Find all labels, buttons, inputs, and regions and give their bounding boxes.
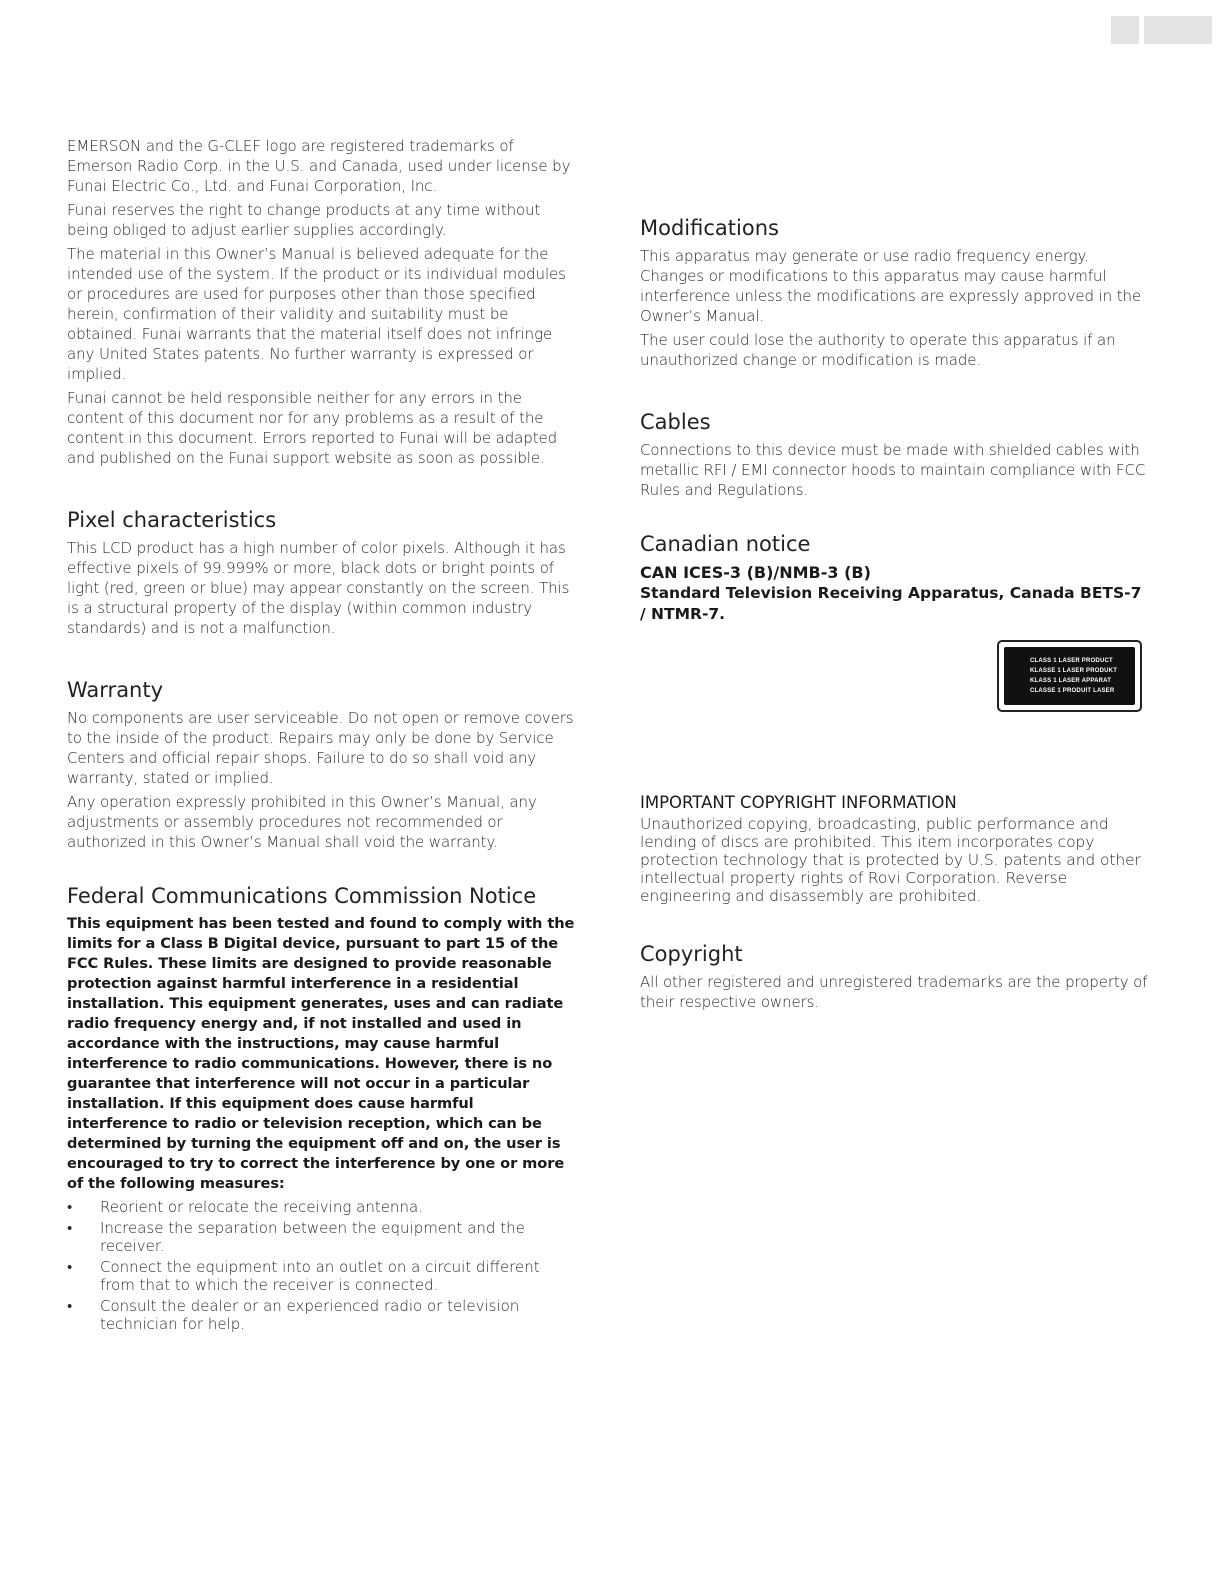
copyright-text: All other registered and unregistered trademarks are the property of their respective owners. — [640, 973, 1148, 1011]
copyright-info-section — [640, 792, 1150, 905]
left-column — [67, 136, 577, 1336]
copyright-info-heading: IMPORTANT COPYRIGHT INFORMATION — [640, 793, 957, 812]
copyright-section — [640, 940, 1150, 1012]
laser-label-line: KLASS 1 LASER APPARAT — [1030, 678, 1112, 684]
canadian-heading: Canadian notice — [640, 532, 811, 556]
cables-text: Connections to this device must be made with shielded cables with metallic RFI / EMI connector hoods to maintain compliance with FCC Rules and Regulations. — [640, 441, 1146, 499]
modifications-section — [640, 214, 1150, 370]
canadian-ices-line: CAN ICES-3 (B)/NMB-3 (B) — [640, 563, 871, 582]
modifications-paragraph: This apparatus may generate or use radio frequency energy. Changes or modifications to this apparatus may cause harmful interference unless the modifications are expressly approved in the Owner’s Manual. — [640, 247, 1142, 325]
laser-label-line: CLASSE 1 PRODUIT LASER — [1030, 688, 1115, 694]
pixel-section — [67, 506, 577, 638]
pixel-text: This LCD product has a high number of color pixels. Although it has effective pixels of 99.999% or more, black dots or bright points of light (red, green or blue) may appear constantly on the screen. This is a structural property of the display (within common industry standards) and is not a malfunction. — [67, 539, 570, 637]
page-tab-marker — [1111, 16, 1139, 44]
responsibility-paragraph: Funai cannot be held responsible neither for any errors in the content of this document nor for any problems as a result of the content in this document. Errors reported to Funai will be adapted and published on the Funai support website as soon as possible. — [67, 389, 558, 467]
right-column — [640, 214, 1150, 625]
canadian-section — [640, 530, 1150, 625]
copyright-heading: Copyright — [640, 942, 743, 966]
cables-section — [640, 408, 1150, 500]
manual-adequacy-paragraph: The material in this Owner’s Manual is believed adequate for the intended use of the system. If the product or its individual modules or procedures are used for purposes other than those specified herein, confirmation of their validity and suitability must be obtained. Funai warrants that the material itself does not infringe any United States patents. No further warranty is expressed or implied. — [67, 245, 566, 383]
copyright-info-text: Unauthorized copying, broadcasting, public performance and lending of discs are prohibited. This item incorporates copy protection technology that is protected by U.S. patents and other intellectual property rights of Rovi Corporation. Reverse engineering and disassembly are prohibited. — [640, 815, 1141, 905]
cables-heading: Cables — [640, 410, 711, 434]
fcc-measures-list — [67, 1198, 577, 1333]
list-item: • Increase the separation between the equipment and the receiver. — [67, 1219, 577, 1255]
pixel-heading: Pixel characteristics — [67, 508, 277, 532]
warranty-section — [67, 676, 577, 852]
laser-label-line: KLASSE 1 LASER PRODUKT — [1030, 668, 1118, 674]
canadian-bets-line: Standard Television Receiving Apparatus, Canada BETS-7 / NTMR-7. — [640, 584, 1142, 623]
warranty-heading: Warranty — [67, 678, 164, 702]
laser-label-line: CLASS 1 LASER PRODUCT — [1030, 658, 1113, 664]
trademark-paragraph: EMERSON and the G-CLEF logo are registered trademarks of Emerson Radio Corp. in the U.S. and Canada, used under license by Funai Electric Co., Ltd. and Funai Corporation, Inc. — [67, 137, 571, 195]
list-item: • Connect the equipment into an outlet on a circuit different from that to which the receiver is connected. — [67, 1258, 577, 1294]
warranty-paragraph: Any operation expressly prohibited in this Owner’s Manual, any adjustments or assembly procedures not recommended or authorized in this Owner’s Manual shall void the warranty. — [67, 793, 537, 851]
change-rights-paragraph: Funai reserves the right to change products at any time without being obliged to adjust earlier supplies accordingly. — [67, 201, 541, 239]
laser-product-label — [997, 640, 1142, 712]
warranty-paragraph: No components are user serviceable. Do not open or remove covers to the inside of the product. Repairs may only be done by Service Centers and official repair shops. Failure to do so shall void any warranty, stated or implied. — [67, 709, 574, 787]
fcc-heading: Federal Communications Commission Notice — [67, 884, 537, 908]
page-tab-marker-wide — [1144, 16, 1212, 44]
list-item: • Consult the dealer or an experienced radio or television technician for help. — [67, 1297, 577, 1333]
laser-label-plate — [1004, 647, 1135, 705]
fcc-section — [67, 882, 577, 1333]
intro-section — [67, 136, 577, 468]
list-item: • Reorient or relocate the receiving antenna. — [67, 1198, 577, 1216]
modifications-paragraph: The user could lose the authority to operate this apparatus if an unauthorized change or modification is made. — [640, 331, 1116, 369]
modifications-heading: Modifications — [640, 216, 779, 240]
fcc-text: This equipment has been tested and found to comply with the limits for a Class B Digital device, pursuant to part 15 of the FCC Rules. These limits are designed to provide reasonable protection against harmful interference in a residential installation. This equipment generates, uses and can radiate radio frequency energy and, if not installed and used in accordance with the instructions, may cause harmful interference to radio communications. However, there is no guarantee that interference will not occur in a particular installation. If this equipment does cause harmful interference to radio or television reception, which can be determined by turning the equipment off and on, the user is encouraged to try to correct the interference by one or more of the following measures: — [67, 915, 575, 1192]
